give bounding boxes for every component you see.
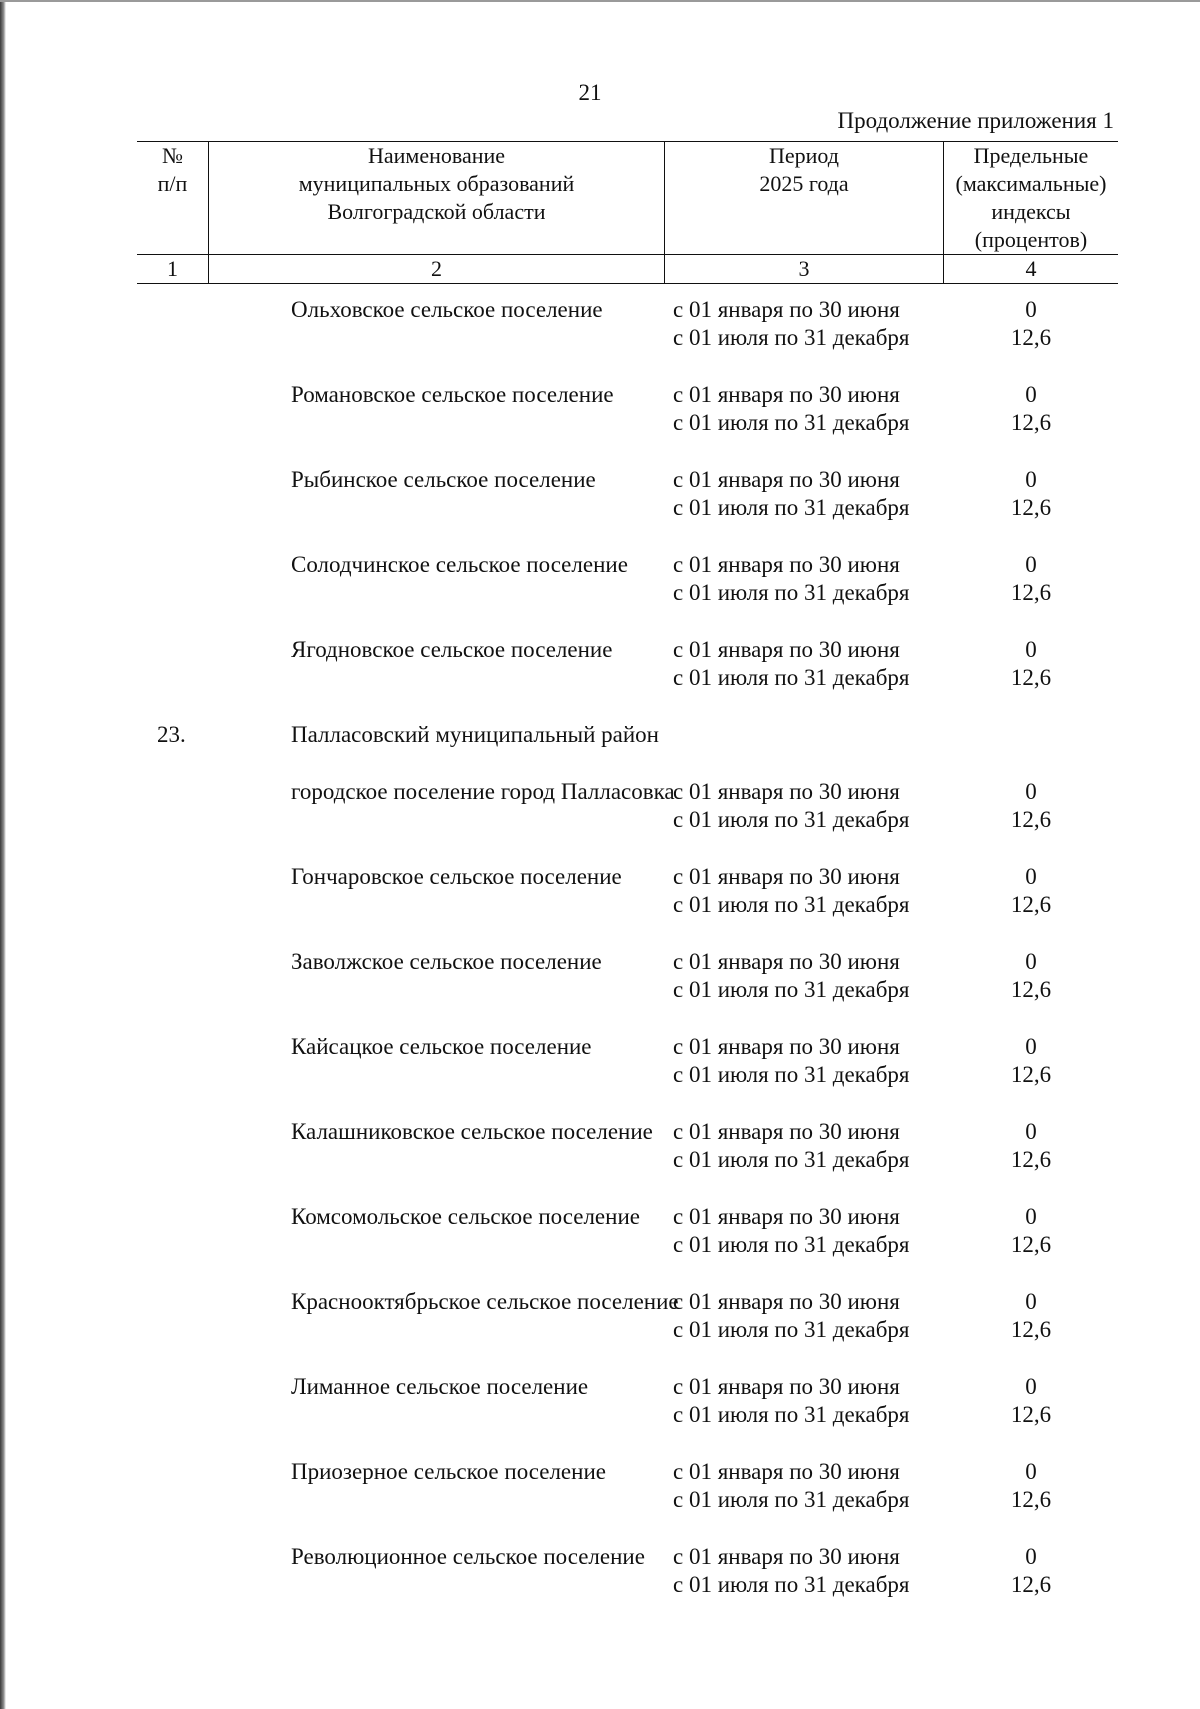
index-cell: [944, 466, 1118, 551]
index-cell: [944, 721, 1118, 778]
index-value: 0: [1025, 949, 1037, 974]
row-number: [137, 551, 209, 636]
period-text: с 01 июля по 31 декабря: [673, 977, 910, 1002]
table-header: [137, 141, 1118, 284]
period-text: с 01 января по 30 июня: [673, 1544, 900, 1569]
period-cell: [665, 1458, 944, 1543]
period-text: с 01 января по 30 июня: [673, 297, 900, 322]
row-number: [137, 1543, 209, 1628]
row-number: [137, 1203, 209, 1288]
continuation-label: Продолжение приложения 1: [837, 108, 1114, 133]
period-cell: [665, 721, 944, 778]
period-text: с 01 января по 30 июня: [673, 1374, 900, 1399]
index-value: 12,6: [1010, 892, 1052, 917]
period-text: с 01 июля по 31 декабря: [673, 1147, 910, 1172]
period-text: с 01 июля по 31 декабря: [673, 892, 910, 917]
index-value: 0: [1025, 1374, 1037, 1399]
row-number: [137, 1118, 209, 1203]
index-value: 0: [1025, 297, 1037, 322]
row-number: [137, 466, 209, 551]
row-number: [137, 1033, 209, 1118]
period-cell: [665, 381, 944, 466]
period-text: с 01 января по 30 июня: [673, 1459, 900, 1484]
period-text: с 01 июля по 31 декабря: [673, 495, 910, 520]
table-row: [137, 636, 1118, 721]
index-cell: [944, 1288, 1118, 1373]
period-text: с 01 июля по 31 декабря: [673, 1062, 910, 1087]
index-value: 12,6: [1010, 1402, 1052, 1427]
period-text: с 01 июля по 31 декабря: [673, 580, 910, 605]
period-text: с 01 января по 30 июня: [673, 1289, 900, 1314]
index-value: 12,6: [1010, 325, 1052, 350]
period-cell: [665, 948, 944, 1033]
municipality-name: Краснооктябрьское сельское поселение: [291, 1289, 679, 1314]
index-value: 12,6: [1010, 1317, 1052, 1342]
index-cell: [944, 863, 1118, 948]
period-text: с 01 июля по 31 декабря: [673, 325, 910, 350]
period-cell: [665, 551, 944, 636]
header-cell-period: Период 2025 года: [665, 142, 944, 254]
index-cell: [944, 1033, 1118, 1118]
table-row: [137, 1203, 1118, 1288]
index-value: 0: [1025, 1034, 1037, 1059]
municipality-name: Заволжское сельское поселение: [291, 949, 602, 974]
table-row: [137, 778, 1118, 863]
header-cell-index: Предельные (максимальные) индексы (процентов): [955, 143, 1107, 252]
column-number: 4: [1025, 256, 1037, 281]
table-body: [137, 296, 1118, 1628]
index-cell: [944, 1118, 1118, 1203]
index-value: 0: [1025, 637, 1037, 662]
municipality-name: Романовское сельское поселение: [291, 382, 614, 407]
period-text: с 01 июля по 31 декабря: [673, 1572, 910, 1597]
row-number: [137, 778, 209, 863]
table-row: [137, 1373, 1118, 1458]
period-text: с 01 января по 30 июня: [673, 949, 900, 974]
index-cell: [944, 296, 1118, 381]
municipality-name: Революционное сельское поселение: [291, 1544, 645, 1569]
index-cell: [944, 636, 1118, 721]
period-cell: [665, 778, 944, 863]
table-row: [137, 863, 1118, 948]
period-text: с 01 января по 30 июня: [673, 1034, 900, 1059]
period-cell: [665, 1033, 944, 1118]
column-number-row: [137, 255, 1118, 283]
row-number: [137, 948, 209, 1033]
index-value: 0: [1025, 552, 1037, 577]
municipality-name: Солодчинское сельское поселение: [291, 552, 628, 577]
period-cell: [665, 636, 944, 721]
scan-edge: [0, 0, 6, 1709]
period-text: с 01 июля по 31 декабря: [673, 1317, 910, 1342]
header-cell-name: Наименование муниципальных образований Волгоградской области: [209, 142, 665, 254]
municipality-name: Палласовский муниципальный район: [291, 722, 659, 747]
index-value: 12,6: [1010, 665, 1052, 690]
municipality-name: городское поселение город Палласовка: [291, 779, 675, 804]
index-value: 0: [1025, 1544, 1037, 1569]
row-number: 23.: [157, 722, 186, 747]
period-cell: [665, 1203, 944, 1288]
period-cell: [665, 1543, 944, 1628]
period-cell: [665, 1288, 944, 1373]
district-row: [137, 721, 1118, 778]
municipality-name: Калашниковское сельское поселение: [291, 1119, 653, 1144]
index-value: 0: [1025, 864, 1037, 889]
period-text: с 01 июля по 31 декабря: [673, 1402, 910, 1427]
index-value: 12,6: [1010, 1572, 1052, 1597]
period-text: с 01 января по 30 июня: [673, 467, 900, 492]
municipality-name: Лиманное сельское поселение: [291, 1374, 589, 1399]
index-value: 12,6: [1010, 1062, 1052, 1087]
index-cell: [944, 1203, 1118, 1288]
index-value: 12,6: [1010, 1147, 1052, 1172]
period-text: с 01 января по 30 июня: [673, 382, 900, 407]
period-text: с 01 января по 30 июня: [673, 637, 900, 662]
period-text: с 01 января по 30 июня: [673, 1204, 900, 1229]
period-cell: [665, 1373, 944, 1458]
column-number: 3: [665, 255, 944, 283]
table-row: [137, 296, 1118, 381]
period-text: с 01 июля по 31 декабря: [673, 1487, 910, 1512]
period-cell: [665, 1118, 944, 1203]
index-value: 0: [1025, 467, 1037, 492]
table-row: [137, 1033, 1118, 1118]
municipality-name: Ягодновское сельское поселение: [291, 637, 613, 662]
scan-top-edge: [0, 0, 1200, 2]
row-number: [137, 381, 209, 466]
period-text: с 01 января по 30 июня: [673, 864, 900, 889]
period-text: с 01 января по 30 июня: [673, 1119, 900, 1144]
header-row: [137, 142, 1118, 255]
period-text: с 01 июля по 31 декабря: [673, 807, 910, 832]
index-value: 12,6: [1010, 410, 1052, 435]
table-row: [137, 381, 1118, 466]
municipality-name: Приозерное сельское поселение: [291, 1459, 606, 1484]
row-number: [137, 1458, 209, 1543]
municipality-name: Комсомольское сельское поселение: [291, 1204, 640, 1229]
period-text: с 01 июля по 31 декабря: [673, 410, 910, 435]
index-cell: [944, 778, 1118, 863]
period-cell: [665, 466, 944, 551]
table-row: [137, 1543, 1118, 1628]
row-number: [137, 1373, 209, 1458]
column-number: 2: [209, 255, 665, 283]
index-value: 12,6: [1010, 580, 1052, 605]
table-row: [137, 551, 1118, 636]
table-row: [137, 1458, 1118, 1543]
index-cell: [944, 381, 1118, 466]
table-row: [137, 466, 1118, 551]
row-number: [137, 1288, 209, 1373]
table-row: [137, 1118, 1118, 1203]
row-number: [137, 636, 209, 721]
index-cell: [944, 1458, 1118, 1543]
municipality-name: Ольховское сельское поселение: [291, 297, 603, 322]
period-cell: [665, 863, 944, 948]
index-value: 12,6: [1010, 1232, 1052, 1257]
index-cell: [944, 551, 1118, 636]
header-cell-number: № п/п: [137, 142, 209, 254]
index-value: 12,6: [1010, 495, 1052, 520]
index-value: 12,6: [1010, 807, 1052, 832]
index-value: 12,6: [1010, 977, 1052, 1002]
municipality-name: Кайсацкое сельское поселение: [291, 1034, 592, 1059]
index-value: 0: [1025, 1119, 1037, 1144]
row-number: [137, 863, 209, 948]
period-cell: [665, 296, 944, 381]
period-text: с 01 июля по 31 декабря: [673, 665, 910, 690]
index-value: 0: [1025, 1204, 1037, 1229]
index-value: 0: [1025, 382, 1037, 407]
page-number: 21: [578, 80, 602, 105]
period-text: с 01 июля по 31 декабря: [673, 1232, 910, 1257]
index-value: 0: [1025, 1459, 1037, 1484]
index-cell: [944, 1373, 1118, 1458]
municipality-name: Рыбинское сельское поселение: [291, 467, 596, 492]
index-cell: [944, 948, 1118, 1033]
index-value: 0: [1025, 1289, 1037, 1314]
index-value: 12,6: [1010, 1487, 1052, 1512]
row-number: [137, 296, 209, 381]
period-text: с 01 января по 30 июня: [673, 552, 900, 577]
index-value: 0: [1025, 779, 1037, 804]
column-number: 1: [137, 255, 209, 283]
index-cell: [944, 1543, 1118, 1628]
period-text: с 01 января по 30 июня: [673, 779, 900, 804]
table-row: [137, 1288, 1118, 1373]
municipality-name: Гончаровское сельское поселение: [291, 864, 622, 889]
table-row: [137, 948, 1118, 1033]
